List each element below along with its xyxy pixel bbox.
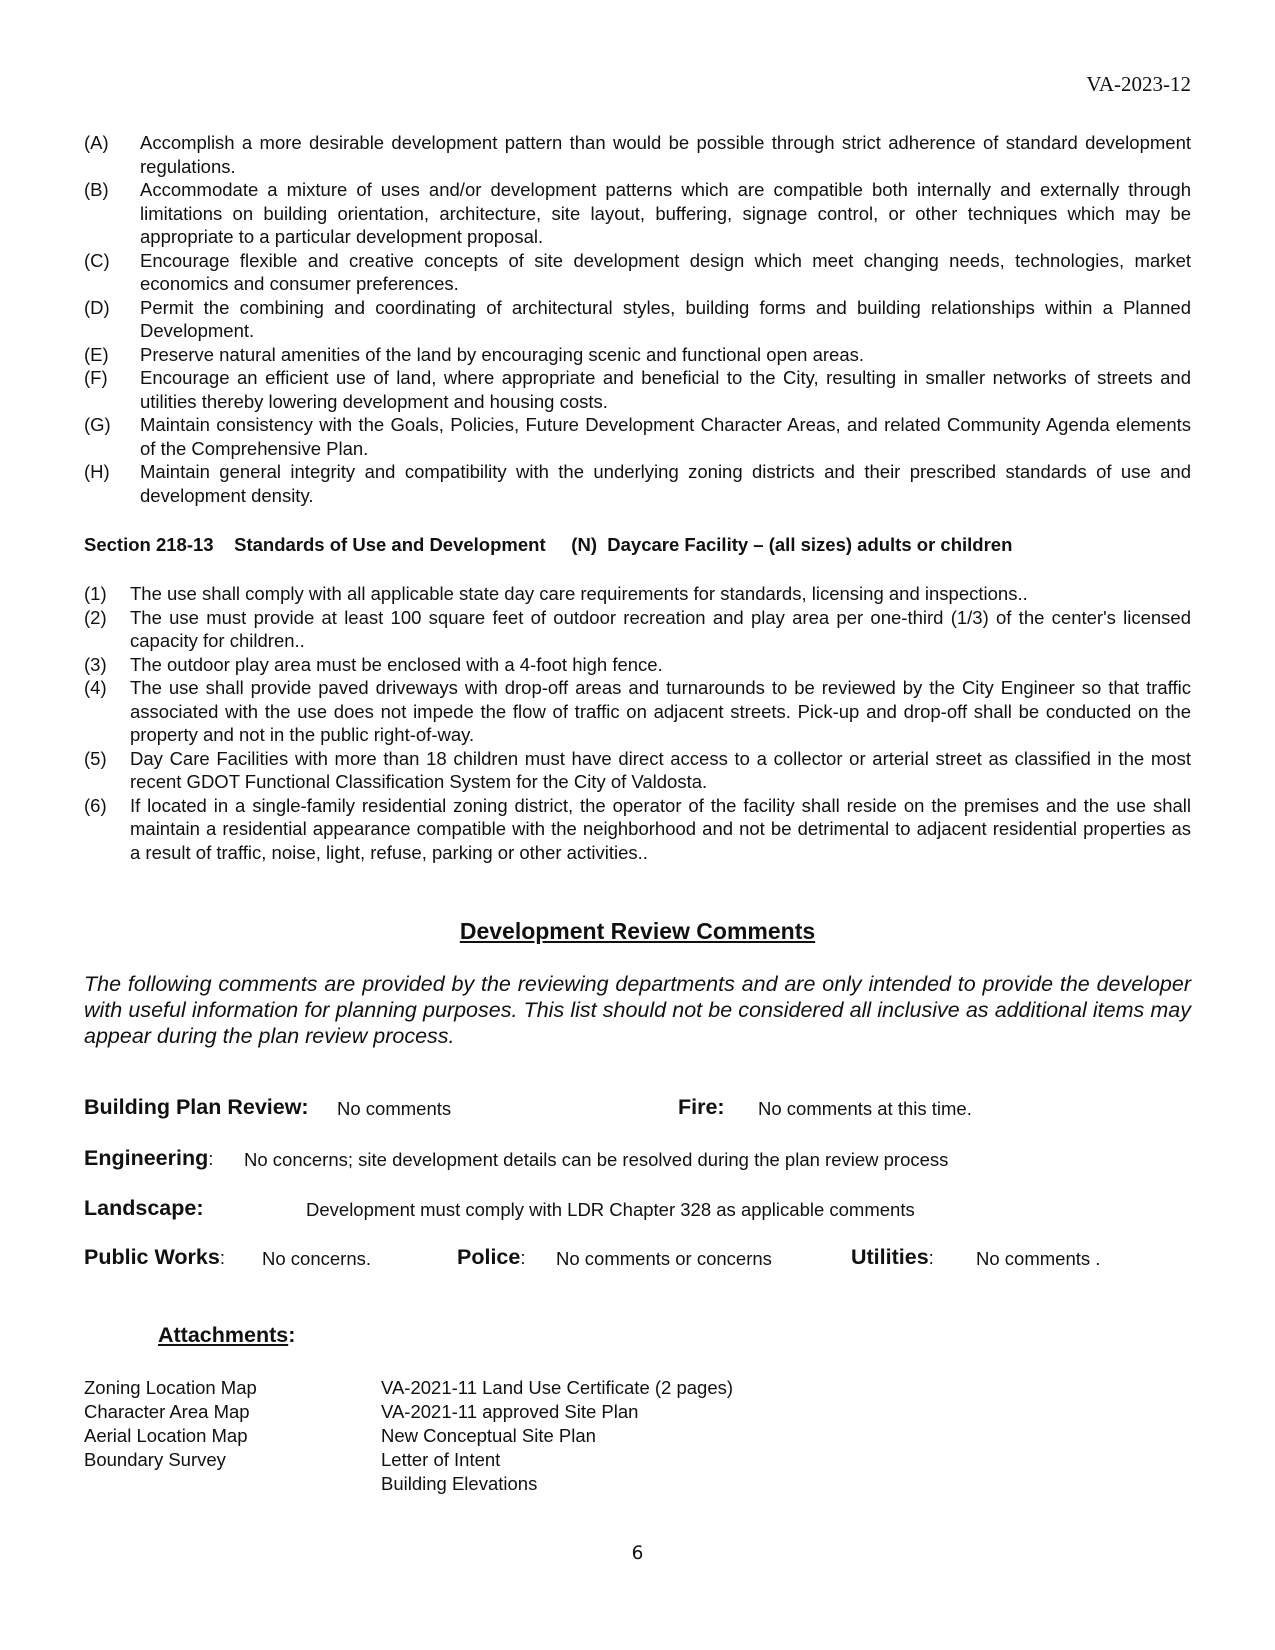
engineering-label-group [84, 1146, 213, 1171]
list-marker: (G) [84, 414, 111, 435]
list-item-text: Permit the combining and coordinating of architectural styles, building forms and building relationships within a Planned Development. [140, 296, 1191, 341]
list-item-text: The outdoor play area must be enclosed with a 4-foot high fence. [130, 653, 663, 675]
standards-list [84, 582, 1191, 864]
list-marker: (F) [84, 367, 108, 388]
section-heading: Section 218-13 Standards of Use and Development (N) Daycare Facility – (all sizes) adults or children [84, 534, 1013, 555]
landscape-label: Landscape: [84, 1196, 204, 1220]
list-item-text: Day Care Facilities with more than 18 children must have direct access to a collector or arterial street as classified in the most recent GDOT Functional Classification System for the City of Valdosta. [130, 747, 1191, 792]
list-item-text: The use must provide at least 100 square feet of outdoor recreation and play area per one-third (1/3) of the center's licensed capacity for children.. [130, 606, 1191, 651]
list-item [84, 343, 1191, 367]
list-marker: (3) [84, 653, 107, 675]
police-label: Police [457, 1245, 521, 1269]
list-marker: (6) [84, 794, 107, 816]
engineering-label: Engineering [84, 1146, 209, 1170]
list-item [84, 131, 1191, 178]
utilities-label-group [851, 1245, 934, 1270]
list-item-text: Preserve natural amenities of the land by encouraging scenic and functional open areas. [140, 343, 865, 365]
list-item [84, 366, 1191, 413]
attachments-title-colon: : [288, 1323, 296, 1347]
engineering-separator: : [208, 1148, 214, 1169]
list-marker: (H) [84, 461, 110, 482]
police-label-group [457, 1245, 525, 1270]
attachment-item: Building Elevations [381, 1473, 538, 1494]
list-item-text: If located in a single-family residential zoning district, the operator of the facility shall reside on the premises and the use shall maintain a residential appearance compatible with the neighborhood and not be detrimental to adjacent residential properties as a result of traffic, noise, light, refuse, parking or other activities.. [130, 794, 1191, 863]
landscape-value: Development must comply with LDR Chapter 328 as applicable comments [306, 1199, 915, 1220]
list-marker: (A) [84, 132, 109, 153]
list-item [84, 178, 1191, 249]
list-item-text: Accommodate a mixture of uses and/or development patterns which are compatible both internally and externally through limitations on building orientation, architecture, site layout, buffering, signage control, or other techniques which may be appropriate to a particular development proposal. [140, 179, 1191, 247]
list-item-text: The use shall comply with all applicable state day care requirements for standards, licensing and inspections.. [130, 583, 1028, 604]
fire-value: No comments at this time. [758, 1098, 972, 1119]
list-marker: (C) [84, 249, 110, 271]
attachment-item: New Conceptual Site Plan [381, 1425, 596, 1446]
attachment-item: VA-2021-11 Land Use Certificate (2 pages) [381, 1377, 734, 1398]
police-separator: : [520, 1247, 526, 1268]
document-id: VA-2023-12 [1086, 72, 1191, 96]
list-marker: (E) [84, 343, 109, 365]
public-works-separator: : [219, 1247, 225, 1268]
review-intro: The following comments are provided by the reviewing departments and are only intended to provide the developer with useful information for planning purposes. This list should not be considered all inclusive as additional items may appear during the plan review process. [84, 972, 1191, 1048]
attachment-item: Aerial Location Map [84, 1425, 248, 1446]
attachment-item: Character Area Map [84, 1401, 250, 1422]
attachments-title [158, 1323, 295, 1348]
attachment-item: Boundary Survey [84, 1449, 226, 1470]
list-item-text: Accomplish a more desirable development pattern than would be possible through strict adherence of standard development regulations. [140, 132, 1191, 177]
public-works-label: Public Works [84, 1245, 220, 1269]
building-review-label: Building Plan Review: [84, 1095, 309, 1119]
page-number: 6 [631, 1543, 644, 1564]
list-item-text: Encourage an efficient use of land, where appropriate and beneficial to the City, resulting in smaller networks of streets and utilities thereby lowering development and housing costs. [140, 367, 1191, 412]
police-value: No comments or concerns [556, 1248, 772, 1269]
list-marker: (1) [84, 583, 107, 604]
utilities-separator: : [928, 1247, 934, 1268]
list-item-text: Maintain general integrity and compatibility with the underlying zoning districts and their prescribed standards of use and development density. [140, 461, 1191, 506]
list-item-text: Encourage flexible and creative concepts of site development design which meet changing needs, technologies, market economics and consumer preferences. [140, 249, 1191, 294]
utilities-value: No comments . [976, 1248, 1101, 1269]
list-marker: (5) [84, 747, 107, 769]
utilities-label: Utilities [851, 1245, 929, 1269]
list-marker: (2) [84, 606, 107, 628]
review-title: Development Review Comments [459, 918, 816, 944]
attachment-item: Letter of Intent [381, 1449, 501, 1470]
list-marker: (B) [84, 179, 109, 200]
purpose-list [84, 131, 1191, 507]
attachment-item: VA-2021-11 approved Site Plan [381, 1401, 639, 1422]
list-item [84, 653, 1191, 677]
list-item [84, 606, 1191, 653]
list-item [84, 582, 1191, 606]
list-item [84, 676, 1191, 747]
public-works-label-group [84, 1245, 225, 1270]
list-item [84, 249, 1191, 296]
public-works-value: No concerns. [262, 1248, 371, 1269]
attachments-right-column [381, 1376, 733, 1496]
building-review-value: No comments [337, 1098, 452, 1119]
attachments-left-column [84, 1376, 257, 1472]
attachment-item: Zoning Location Map [84, 1377, 257, 1398]
list-item [84, 460, 1191, 507]
list-item [84, 794, 1191, 865]
engineering-value: No concerns; site development details can be resolved during the plan review process [244, 1149, 949, 1170]
list-marker: (4) [84, 677, 107, 698]
list-marker: (D) [84, 296, 110, 318]
list-item [84, 413, 1191, 460]
list-item [84, 296, 1191, 343]
list-item-text: The use shall provide paved driveways with drop-off areas and turnarounds to be reviewed by the City Engineer so that traffic associated with the use does not impede the flow of traffic on adjacent streets. Pick-up and drop-off shall be conducted on the property and not in the public right-of-way. [130, 677, 1191, 745]
fire-label: Fire: [678, 1095, 725, 1119]
list-item-text: Maintain consistency with the Goals, Policies, Future Development Character Areas, and related Community Agenda elements of the Comprehensive Plan. [140, 414, 1191, 459]
attachments-title-text: Attachments [158, 1323, 289, 1347]
list-item [84, 747, 1191, 794]
